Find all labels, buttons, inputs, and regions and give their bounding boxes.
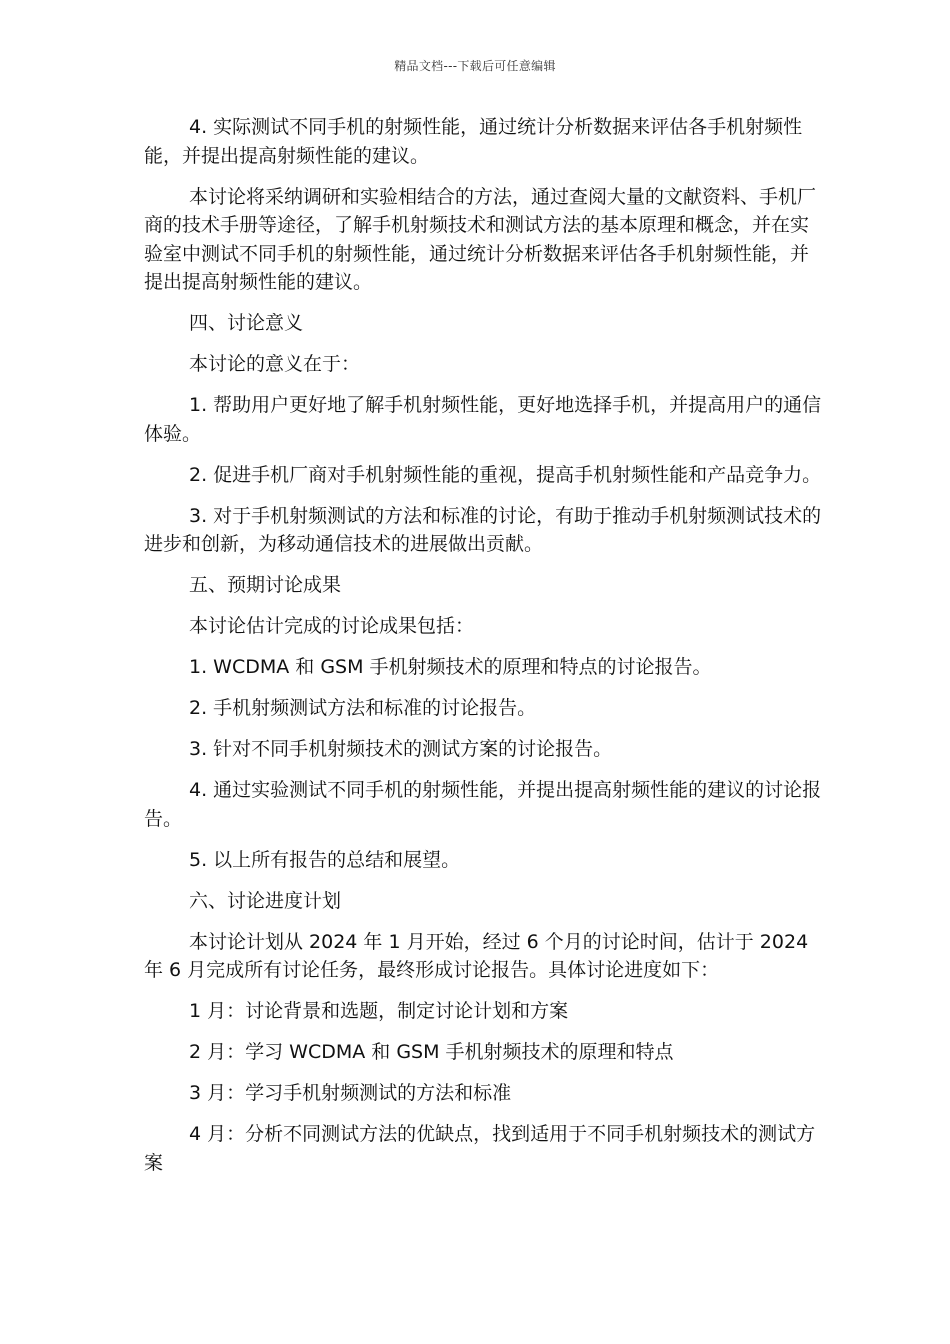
list-item-significance-1: 1. 帮助用户更好地了解手机射频性能，更好地选择手机，并提高用户的通信体验。 xyxy=(144,394,822,445)
section-heading-expected-results: 五、预期讨论成果 xyxy=(189,574,342,596)
schedule-item-month-3: 3 月：学习手机射频测试的方法和标准 xyxy=(189,1082,512,1104)
schedule-item-month-2: 2 月：学习 WCDMA 和 GSM 手机射频技术的原理和特点 xyxy=(189,1041,674,1063)
paragraph-schedule-intro: 本讨论计划从 2024 年 1 月开始，经过 6 个月的讨论时间，估计于 2024 年 6 月完成所有讨论任务，最终形成讨论报告。具体讨论进度如下： xyxy=(144,930,809,981)
page-header: 精品文档---下载后可任意编辑 xyxy=(394,59,556,73)
list-item-result-1: 1. WCDMA 和 GSM 手机射频技术的原理和特点的讨论报告。 xyxy=(189,656,712,678)
section-heading-significance: 四、讨论意义 xyxy=(189,312,304,334)
list-item-result-5: 5. 以上所有报告的总结和展望。 xyxy=(189,848,461,871)
schedule-item-month-4: 4 月：分析不同测试方法的优缺点，找到适用于不同手机射频技术的测试方案 xyxy=(144,1123,816,1174)
list-item-result-3: 3. 针对不同手机射频技术的测试方案的讨论报告。 xyxy=(189,738,613,760)
paragraph-results-intro: 本讨论估计完成的讨论成果包括： xyxy=(189,615,475,637)
list-item-result-4: 4. 通过实验测试不同手机的射频性能，并提出提高射频性能的建议的讨论报告。 xyxy=(144,779,822,830)
document-body xyxy=(144,113,824,1190)
list-item-result-2: 2. 手机射频测试方法和标准的讨论报告。 xyxy=(189,697,537,719)
schedule-item-month-1: 1 月：讨论背景和选题，制定讨论计划和方案 xyxy=(189,1000,569,1022)
list-item-significance-2: 2. 促进手机厂商对手机射频性能的重视，提高手机射频性能和产品竞争力。 xyxy=(189,463,822,486)
paragraph-objective-4: 4. 实际测试不同手机的射频性能，通过统计分析数据来评估各手机射频性能，并提出提高射频性能的建议。 xyxy=(144,116,803,167)
paragraph-methodology: 本讨论将采纳调研和实验相结合的方法，通过查阅大量的文献资料、手机厂商的技术手册等途径，了解手机射频技术和测试方法的基本原理和概念，并在实验室中测试不同手机的射频性能，通过统计分析数据来评估各手机射频性能，并提出提高射频性能的建议。 xyxy=(144,185,817,293)
list-item-significance-3: 3. 对于手机射频测试的方法和标准的讨论，有助于推动手机射频测试技术的进步和创新，为移动通信技术的进展做出贡献。 xyxy=(144,504,822,555)
paragraph-significance-intro: 本讨论的意义在于： xyxy=(189,353,361,375)
section-heading-schedule: 六、讨论进度计划 xyxy=(189,889,342,912)
